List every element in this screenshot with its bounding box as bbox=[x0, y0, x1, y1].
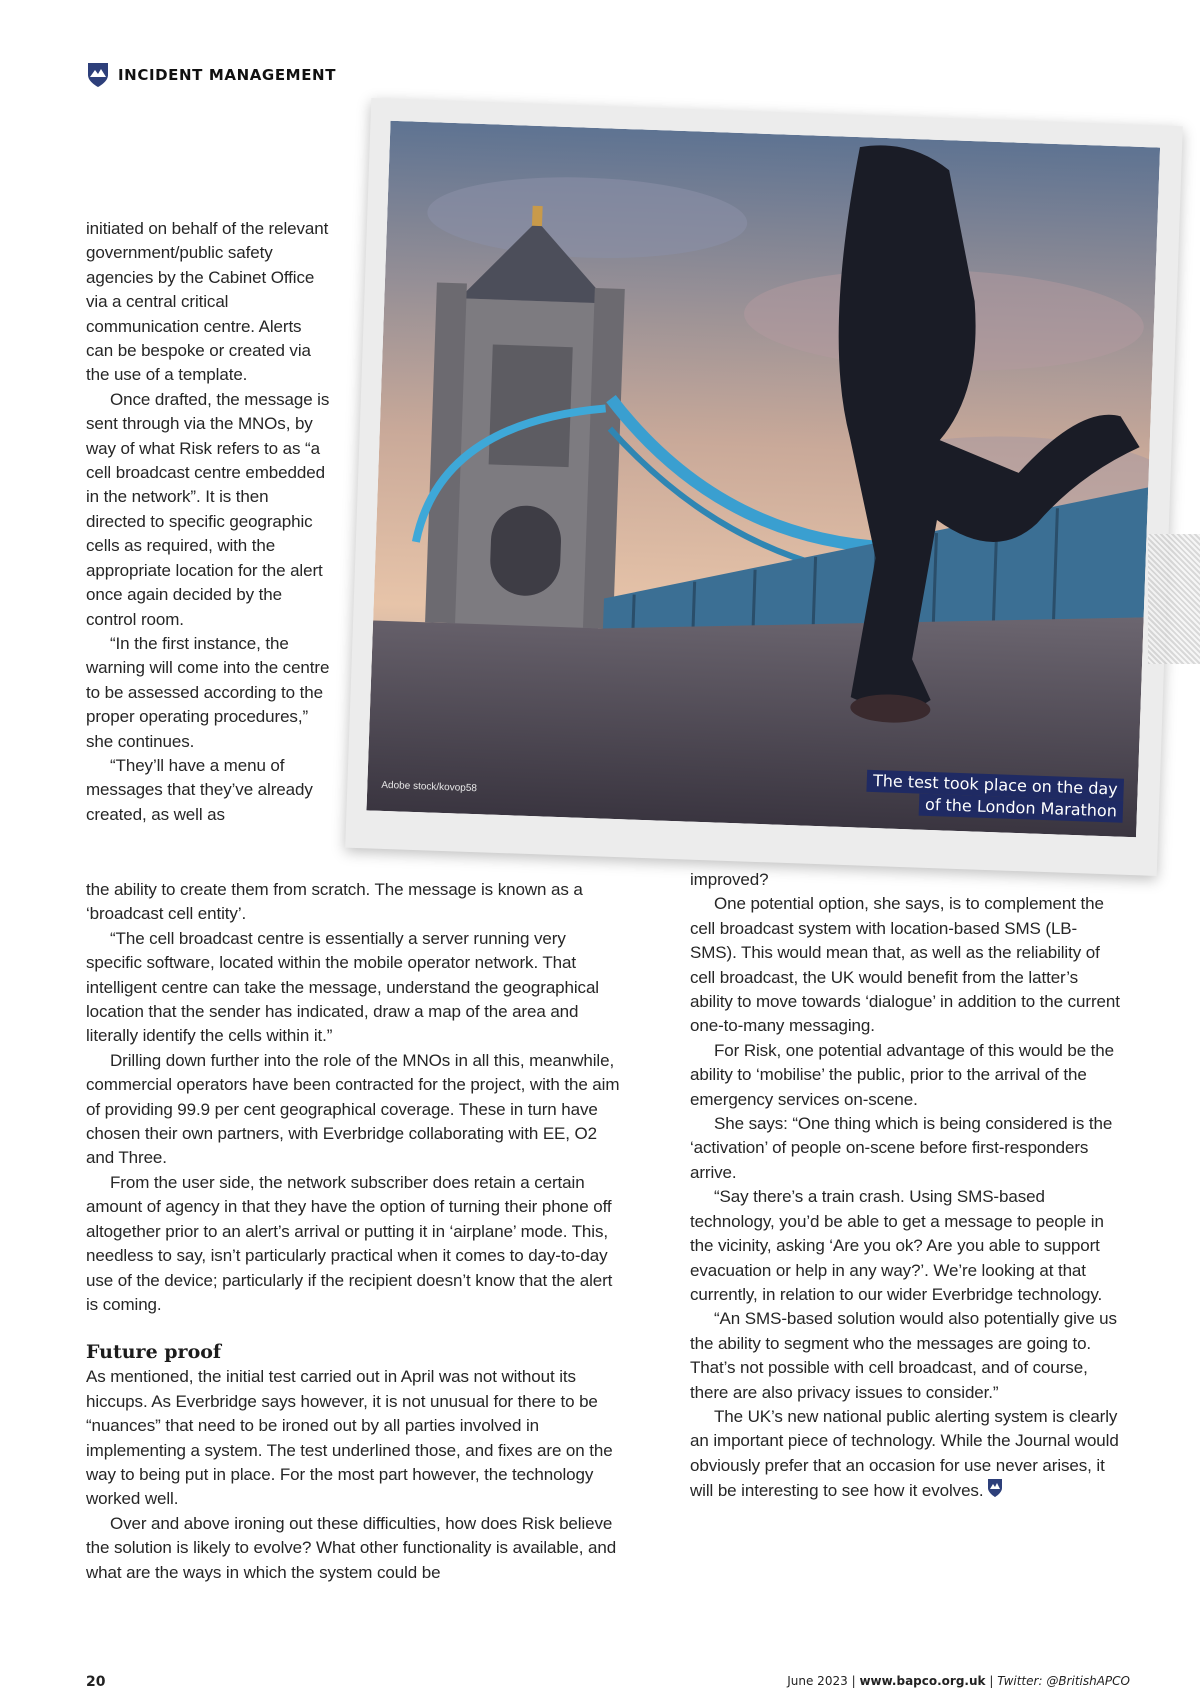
paragraph: initiated on behalf of the relevant government/public safety agencies by the Cabinet Office via a central critical communication centre. Alerts can be bespoke or created via the use of a template. bbox=[86, 219, 329, 385]
paragraph: “Say there’s a train crash. Using SMS-based technology, you’d be able to get a message to people in the vicinity, asking ‘Are you ok? Are you able to support evacuation or help in any way?’. We’re looking at that currently, in relation to our wider Everbridge technology. bbox=[690, 1187, 1104, 1304]
paragraph: Over and above ironing out these difficulties, how does Risk believe the solution is likely to evolve? What other functionality is available, and what are the ways in which the system could be bbox=[86, 1513, 617, 1582]
paragraph: One potential option, she says, is to complement the cell broadcast system with location-based SMS (LB-SMS). This would mean that, as well as the reliability of cell broadcast, the UK would benefit from the latter’s ability to move towards ‘dialogue’ in addition to the current one-to-many messaging. bbox=[690, 894, 1120, 1036]
caption-line-2: of the London Marathon bbox=[919, 794, 1124, 823]
left-column-bottom bbox=[86, 878, 626, 1585]
section-title: INCIDENT MANAGEMENT bbox=[118, 66, 337, 84]
paragraph: the ability to create them from scratch. The message is known as a ‘broadcast cell entity’. bbox=[86, 880, 583, 924]
left-column-top bbox=[86, 217, 332, 827]
caption-line-1: The test took place on the day bbox=[867, 770, 1124, 801]
paragraph: From the user side, the network subscriber does retain a certain amount of agency in that they have the option of turning their phone off altogether prior to an alert’s arrival or putting it in ‘airplane’ mode. This, needless to say, isn’t particularly practical when it comes to day-to-day use of the device; particularly if the recipient doesn’t know that the alert is coming. bbox=[86, 1172, 613, 1314]
final-paragraph-text: The UK’s new national public alerting system is clearly an important piece of technology. While the Journal would obviously prefer that an occasion for use never arises, it will be interesting to see how it evolves. bbox=[690, 1406, 1119, 1501]
twitter-handle[interactable]: @BritishAPCO bbox=[1046, 1674, 1130, 1688]
paragraph: As mentioned, the initial test carried out in April was not without its hiccups. As Everbridge says however, it is not unusual for there to be “nuances” that need to be ironed out by all parties involved in implementing a system. The test underlined those, and fixes are on the way to being put in place. For the most part however, the technology worked well. bbox=[86, 1367, 613, 1509]
footer-separator: | bbox=[989, 1674, 994, 1688]
paragraph: For Risk, one potential advantage of this would be the ability to ‘mobilise’ the public, prior to the arrival of the emergency services on-scene. bbox=[690, 1040, 1115, 1109]
paragraph: Drilling down further into the role of the MNOs in all this, meanwhile, commercial operators have been contracted for the project, with the aim of providing 99.9 per cent geographical coverage. These in turn have chosen their own partners, with Everbridge collaborating with EE, O2 and Three. bbox=[86, 1050, 620, 1168]
edge-texture bbox=[1148, 534, 1200, 664]
website-link[interactable]: www.bapco.org.uk bbox=[859, 1674, 986, 1688]
footer-info bbox=[787, 1674, 1130, 1688]
issue-date: June 2023 bbox=[787, 1674, 848, 1688]
paragraph: “In the first instance, the warning will come into the centre to be assessed according to the proper operating procedures,” she continues. bbox=[86, 633, 330, 751]
subheading: Future proof bbox=[86, 1341, 222, 1364]
shield-logo-icon bbox=[86, 61, 110, 89]
article-photo bbox=[366, 121, 1160, 837]
paragraph: improved? bbox=[690, 870, 769, 889]
page-header bbox=[86, 60, 336, 90]
final-paragraph bbox=[690, 1405, 1122, 1504]
footer-separator: | bbox=[851, 1674, 856, 1688]
twitter-label: Twitter: bbox=[997, 1674, 1043, 1688]
paragraph: “An SMS-based solution would also potentially give us the ability to segment who the messages are going to. That’s not possible with cell broadcast, and of course, there are also privacy issues to consider.” bbox=[690, 1309, 1117, 1402]
paragraph: She says: “One thing which is being considered is the ‘activation’ of people on-scene before first-responders arrive. bbox=[690, 1114, 1113, 1182]
page-number: 20 bbox=[86, 1674, 106, 1690]
right-column bbox=[690, 868, 1122, 1504]
page-footer bbox=[86, 1674, 1130, 1694]
paragraph: “They’ll have a menu of messages that they’ve already created, as well as bbox=[86, 755, 313, 824]
tower-bridge-runner-image bbox=[366, 121, 1160, 837]
paragraph: Once drafted, the message is sent through via the MNOs, by way of what Risk refers to as “a cell broadcast centre embedded in the network”. It is then directed to specific geographic cells as required, with the appropriate location for the alert once again decided by the control room. bbox=[86, 389, 330, 629]
paragraph: “The cell broadcast centre is essentially a server running very specific software, located within the mobile operator network. That intelligent centre can take the message, understand the geographical location that the sender has indicated, draw a map of the area and literally identify the cells within it.” bbox=[86, 928, 599, 1046]
photo-credit: Adobe stock/kovop58 bbox=[381, 779, 478, 795]
photo-caption bbox=[866, 770, 1124, 823]
end-of-article-shield-icon bbox=[987, 1478, 1003, 1498]
photo-frame bbox=[345, 98, 1183, 876]
